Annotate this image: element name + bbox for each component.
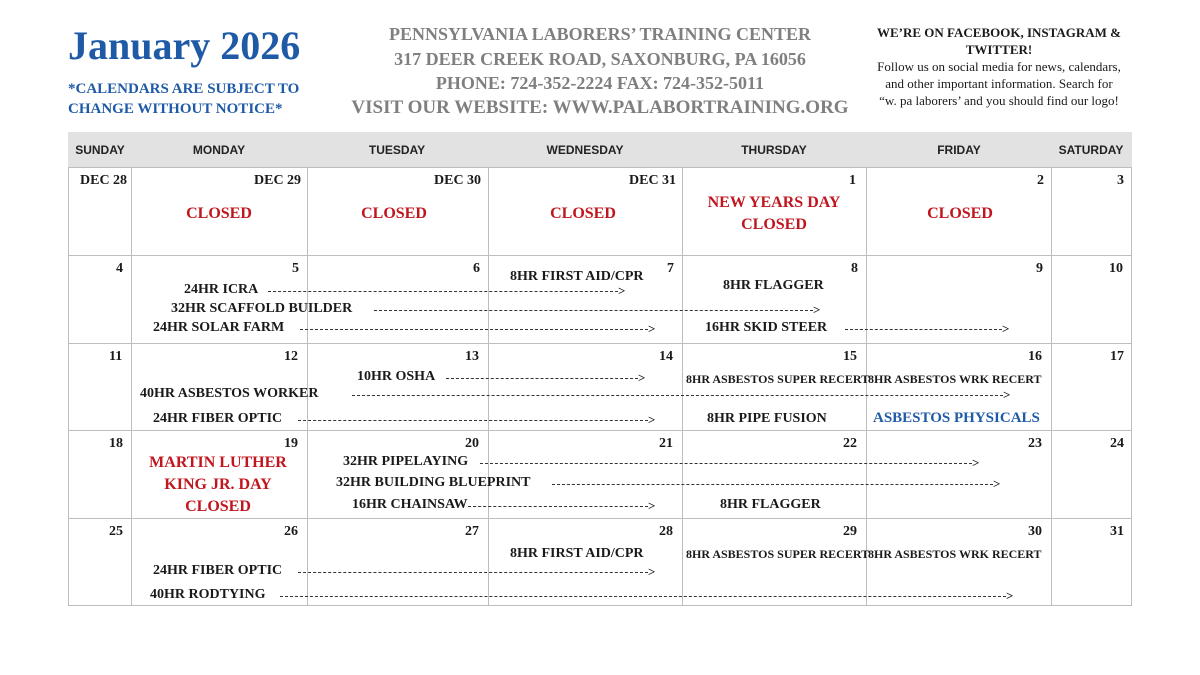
event-label: 8HR ASBESTOS SUPER RECERT — [686, 372, 870, 386]
grid-line — [68, 605, 1132, 606]
day-number: 2 — [1037, 173, 1044, 188]
event-label: 40HR RODTYING — [150, 587, 266, 602]
event-label: 16HR SKID STEER — [705, 320, 828, 335]
closed-label: CLOSED — [361, 205, 427, 222]
event-span-line — [845, 329, 1002, 330]
day-number: 19 — [284, 436, 298, 451]
day-number: 26 — [284, 524, 298, 539]
grid-line — [682, 167, 683, 606]
day-number: 7 — [667, 261, 674, 276]
arrow-icon: > — [638, 370, 646, 385]
arrow-icon: > — [993, 476, 1001, 491]
weekday-thursday: THURSDAY — [741, 143, 807, 157]
holiday-new-years — [708, 192, 841, 236]
day-number: 6 — [473, 261, 480, 276]
org-phone-fax: PHONE: 724-352-2224 FAX: 724-352-5011 — [435, 73, 765, 93]
event-label: 8HR ASBESTOS SUPER RECERT — [686, 547, 870, 561]
arrow-icon: > — [972, 455, 980, 470]
grid-line — [1131, 167, 1132, 606]
event-label: 24HR SOLAR FARM — [153, 320, 285, 335]
day-number: DEC 28 — [80, 173, 128, 188]
event-label: 8HR FIRST AID/CPR — [510, 269, 644, 284]
day-number: 13 — [465, 349, 479, 364]
social-line-3: “w. pa laborers’ and you should find our logo! — [879, 93, 1119, 108]
closed-label: CLOSED — [927, 205, 993, 222]
event-span-line — [552, 484, 993, 485]
event-span-line — [468, 506, 648, 507]
event-label: 24HR FIBER OPTIC — [153, 411, 283, 426]
event-label: 24HR ICRA — [184, 282, 259, 297]
event-label: 8HR FLAGGER — [720, 497, 821, 512]
day-number: 20 — [465, 436, 479, 451]
social-line-1: Follow us on social media for news, calendars, — [877, 59, 1121, 74]
grid-line — [131, 167, 132, 606]
org-info — [330, 22, 870, 120]
day-number: 3 — [1117, 173, 1124, 188]
event-label: 8HR ASBESTOS WRK RECERT — [868, 547, 1042, 561]
weekday-monday: MONDAY — [192, 143, 246, 157]
day-number: DEC 31 — [629, 173, 677, 188]
event-label: 8HR FIRST AID/CPR — [510, 546, 644, 561]
event-label: 24HR FIBER OPTIC — [153, 563, 283, 578]
event-label: 32HR BUILDING BLUEPRINT — [336, 475, 531, 490]
event-label: 32HR PIPELAYING — [343, 454, 469, 469]
day-number: 12 — [284, 349, 298, 364]
closed-label: CLOSED — [741, 216, 807, 233]
holiday-label: MARTIN LUTHER — [149, 454, 287, 471]
holiday-label: KING JR. DAY — [164, 476, 272, 493]
day-number: 4 — [116, 261, 123, 276]
event-span-line — [268, 291, 618, 292]
day-number: 5 — [292, 261, 299, 276]
day-number: 16 — [1028, 349, 1042, 364]
weekday-sunday: SUNDAY — [75, 143, 125, 157]
day-number: 31 — [1110, 524, 1124, 539]
day-number: DEC 30 — [434, 173, 482, 188]
day-number: DEC 29 — [254, 173, 302, 188]
day-number: 23 — [1028, 436, 1042, 451]
event-span-line — [374, 310, 813, 311]
grid-line — [68, 430, 1132, 431]
event-span-line — [352, 395, 1003, 396]
day-number: 8 — [851, 261, 858, 276]
calendar-grid — [68, 132, 1132, 606]
event-span-line — [446, 378, 638, 379]
arrow-icon: > — [648, 498, 656, 513]
disclaimer-line-1: *CALENDARS ARE SUBJECT TO — [68, 81, 300, 97]
day-number: 28 — [659, 524, 673, 539]
closed-label: CLOSED — [550, 205, 616, 222]
event-label: 8HR FLAGGER — [723, 278, 824, 293]
arrow-icon: > — [648, 412, 656, 427]
event-label: 10HR OSHA — [357, 369, 436, 384]
grid-line — [1051, 167, 1052, 606]
month-title: January 2026 — [68, 23, 301, 68]
grid-line — [488, 167, 489, 606]
event-label: 16HR CHAINSAW — [352, 497, 468, 512]
event-label: 40HR ASBESTOS WORKER — [140, 386, 319, 401]
day-number: 18 — [109, 436, 123, 451]
event-label: 32HR SCAFFOLD BUILDER — [171, 301, 353, 316]
arrow-icon: > — [618, 283, 626, 298]
social-title-1: WE’RE ON FACEBOOK, INSTAGRAM & — [877, 25, 1121, 40]
arrow-icon: > — [648, 321, 656, 336]
day-number: 10 — [1109, 261, 1123, 276]
arrow-icon: > — [1006, 588, 1014, 603]
grid-line — [68, 167, 69, 606]
weekday-wednesday: WEDNESDAY — [546, 143, 624, 157]
org-name: PENNSYLVANIA LABORERS’ TRAINING CENTER — [389, 24, 811, 44]
social-line-2: and other important information. Search for — [885, 76, 1113, 91]
event-span-line — [480, 463, 972, 464]
day-number: 9 — [1036, 261, 1043, 276]
grid-line — [68, 518, 1132, 519]
arrow-icon: > — [1002, 321, 1010, 336]
holiday-mlk-day — [149, 452, 287, 518]
day-number: 25 — [109, 524, 123, 539]
weekday-tuesday: TUESDAY — [368, 143, 426, 157]
closed-label: CLOSED — [186, 205, 252, 222]
day-number: 11 — [109, 349, 123, 364]
arrow-icon: > — [1003, 387, 1011, 402]
social-media-note — [860, 24, 1138, 109]
day-number: 24 — [1110, 436, 1124, 451]
org-address: 317 DEER CREEK ROAD, SAXONBURG, PA 16056 — [394, 48, 806, 69]
event-span-line — [298, 420, 648, 421]
day-number: 30 — [1028, 524, 1042, 539]
event-span-line — [300, 329, 648, 330]
event-span-line — [298, 572, 648, 573]
event-label: ASBESTOS PHYSICALS — [873, 410, 1040, 426]
closed-label: CLOSED — [185, 498, 251, 515]
org-website: VISIT OUR WEBSITE: WWW.PALABORTRAINING.ORG — [351, 96, 849, 118]
arrow-icon: > — [648, 564, 656, 579]
weekday-friday: FRIDAY — [937, 143, 981, 157]
day-number: 27 — [465, 524, 479, 539]
day-number: 21 — [659, 436, 673, 451]
grid-line — [68, 255, 1132, 256]
day-number: 29 — [843, 524, 857, 539]
social-title-2: TWITTER! — [965, 42, 1033, 57]
weekday-saturday: SATURDAY — [1058, 143, 1124, 157]
grid-line — [68, 167, 1132, 168]
day-number: 17 — [1110, 349, 1124, 364]
event-label: 8HR PIPE FUSION — [707, 411, 827, 426]
day-number: 14 — [659, 349, 673, 364]
day-number: 1 — [849, 173, 856, 188]
holiday-label: NEW YEARS DAY — [707, 194, 841, 211]
disclaimer-line-2: CHANGE WITHOUT NOTICE* — [68, 101, 283, 117]
arrow-icon: > — [813, 302, 821, 317]
grid-line — [68, 343, 1132, 344]
event-label: 8HR ASBESTOS WRK RECERT — [868, 372, 1042, 386]
day-number: 15 — [843, 349, 857, 364]
day-number: 22 — [843, 436, 857, 451]
event-span-line — [280, 596, 1006, 597]
disclaimer — [68, 79, 328, 119]
